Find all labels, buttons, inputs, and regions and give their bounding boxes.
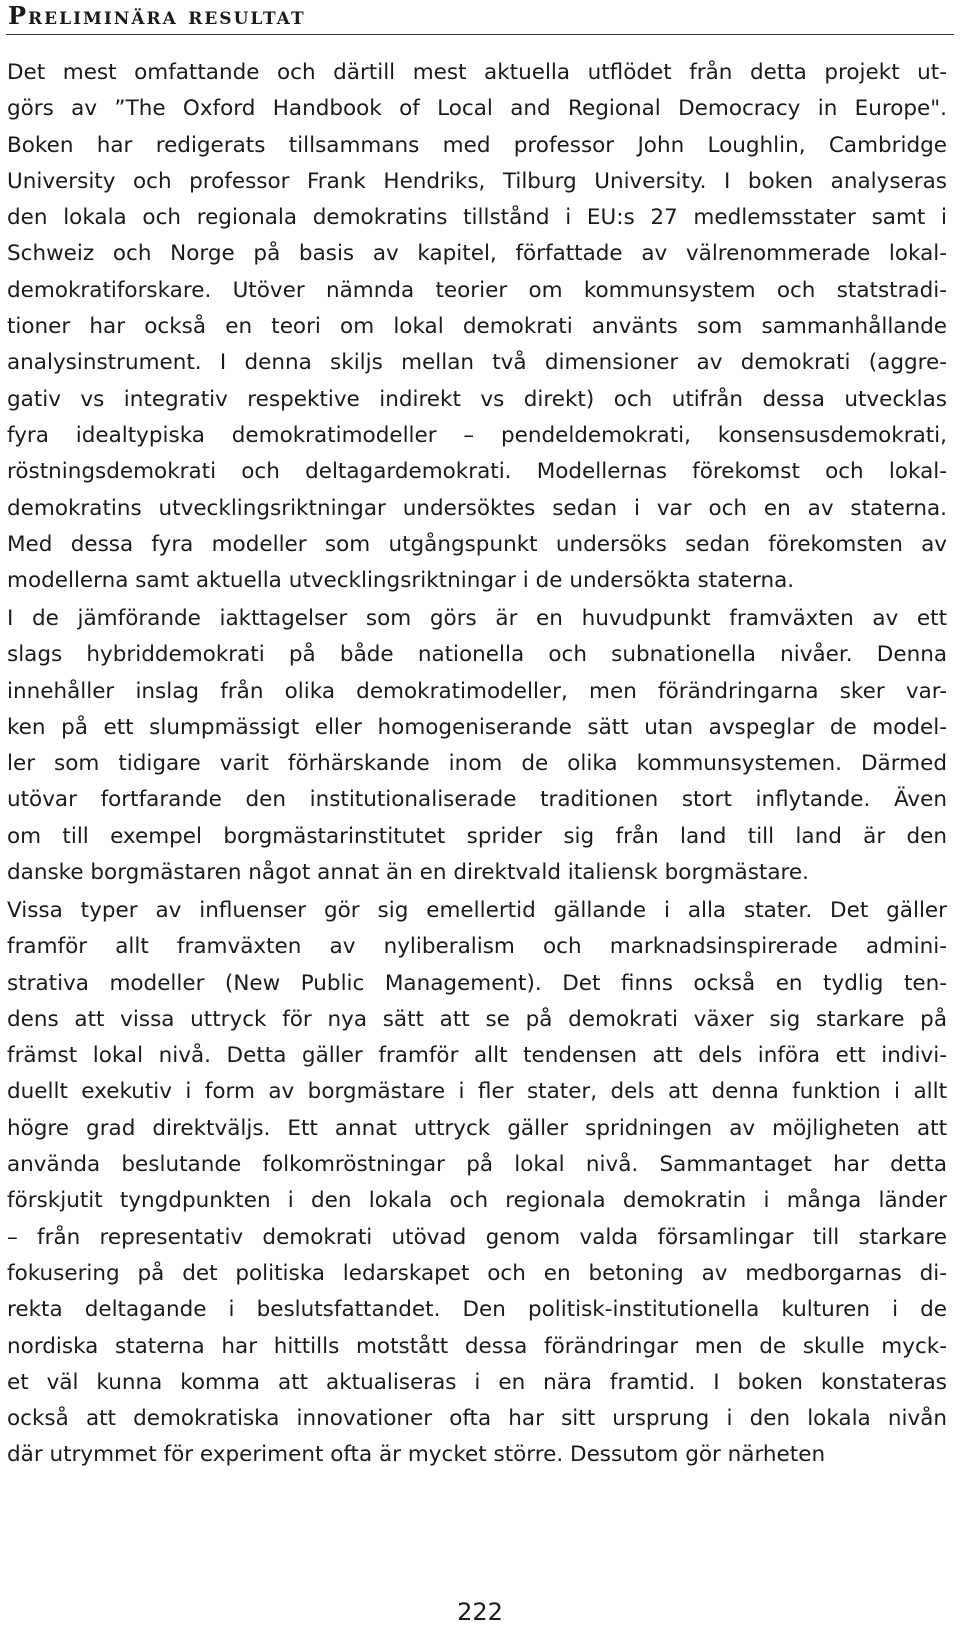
text-line: röstningsdemokrati och deltagardemokrati. Modellernas förekomst och lokal- xyxy=(7,459,947,485)
text-line: nordiska staterna har hittills motstått dessa förändringar men de skulle myck- xyxy=(7,1333,947,1359)
text-line: görs av ”The Oxford Handbook of Local and Regional Democracy in Europe". xyxy=(7,96,947,122)
text-line: Det mest omfattande och därtill mest aktuella utflödet från detta projekt ut- xyxy=(7,60,947,85)
text-line: modellerna samt aktuella utvecklingsriktningar i de undersökta staterna. xyxy=(7,568,795,594)
text-line: rekta deltagande i beslutsfattandet. Den politisk-institutionella kulturen i de xyxy=(7,1297,947,1323)
text-line: fokusering på det politiska ledarskapet och en betoning av medborgarnas di- xyxy=(7,1260,947,1286)
text-line: förskjutit tyngdpunkten i den lokala och regionala demokratin i många länder xyxy=(7,1188,947,1214)
section-title: Preliminära resultat xyxy=(8,1,306,30)
text-line: Med dessa fyra modeller som utgångspunkt undersöks sedan förekomsten av xyxy=(7,531,947,557)
text-line: där utrymmet för experiment ofta är mycket större. Dessutom gör närheten xyxy=(7,1442,826,1468)
text-line: strativa modeller (New Public Management). Det finns också en tydlig ten- xyxy=(7,970,947,996)
text-line: Boken har redigerats tillsammans med professor John Loughlin, Cambridge xyxy=(7,132,947,158)
text-line: – från representativ demokrati utövad genom valda församlingar till starkare xyxy=(7,1224,947,1250)
text-line: ler som tidigare varit förhärskande inom de olika kommunsystemen. Därmed xyxy=(7,751,947,777)
text-line: dens att vissa uttryck för nya sätt att se på demokrati växer sig starkare på xyxy=(7,1006,947,1032)
text-line: duellt exekutiv i form av borgmästare i fler stater, dels att denna funktion i allt xyxy=(7,1079,947,1105)
text-line: analysinstrument. I denna skiljs mellan två dimensioner av demokrati (aggre- xyxy=(7,350,947,376)
text-line: innehåller inslag från olika demokratimodeller, men förändringarna sker var- xyxy=(7,678,947,704)
page-number: 222 xyxy=(457,1598,503,1626)
section-header xyxy=(6,0,954,35)
text-line: University och professor Frank Hendriks, Tilburg University. I boken analyseras xyxy=(7,168,947,194)
text-line: fyra idealtypiska demokratimodeller – pendeldemokrati, konsensusdemokrati, xyxy=(7,422,947,448)
paragraph-3 xyxy=(7,893,947,1474)
text-line: slags hybriddemokrati på både nationella och subnationella nivåer. Denna xyxy=(7,642,947,668)
text-line: den lokala och regionala demokratins tillstånd i EU:s 27 medlemsstater samt i xyxy=(7,205,947,231)
text-line: om till exempel borgmästarinstitutet sprider sig från land till land är den xyxy=(7,823,947,849)
paragraph-2 xyxy=(7,601,947,891)
text-line: använda beslutande folkomröstningar på lokal nivå. Sammantaget har detta xyxy=(7,1152,947,1178)
text-line: Schweiz och Norge på basis av kapitel, författade av välrenommerade lokal- xyxy=(7,241,947,267)
paragraph-1 xyxy=(7,55,947,599)
text-line: tioner har också en teori om lokal demokrati använts som sammanhållande xyxy=(7,314,947,340)
text-line: demokratins utvecklingsriktningar undersöktes sedan i var och en av staterna. xyxy=(7,495,947,521)
text-line: danske borgmästaren något annat än en direktvald italiensk borgmästare. xyxy=(7,860,809,886)
text-line: framför allt framväxten av nyliberalism och marknadsinspirerade admini- xyxy=(7,934,947,960)
text-line: ken på ett slumpmässigt eller homogeniserande sätt utan avspeglar de model- xyxy=(7,714,947,740)
text-line: också att demokratiska innovationer ofta har sitt ursprung i den lokala nivån xyxy=(7,1406,947,1432)
text-line: I de jämförande iakttagelser som görs är en huvudpunkt framväxten av ett xyxy=(7,606,947,631)
text-line: Vissa typer av influenser gör sig emellertid gällande i alla stater. Det gäller xyxy=(7,898,947,923)
text-line: utövar fortfarande den institutionaliserade traditionen stort inflytande. Även xyxy=(7,787,947,813)
text-line: högre grad direktväljs. Ett annat uttryck gäller spridningen av möjligheten att xyxy=(7,1115,947,1141)
text-line: främst lokal nivå. Detta gäller framför allt tendensen att dels införa ett indivi- xyxy=(7,1043,947,1069)
text-line: demokratiforskare. Utöver nämnda teorier om kommunsystem och statstradi- xyxy=(7,277,947,303)
text-line: et väl kunna komma att aktualiseras i en nära framtid. I boken konstateras xyxy=(7,1369,947,1395)
text-line: gativ vs integrativ respektive indirekt vs direkt) och utifrån dessa utvecklas xyxy=(7,386,947,412)
